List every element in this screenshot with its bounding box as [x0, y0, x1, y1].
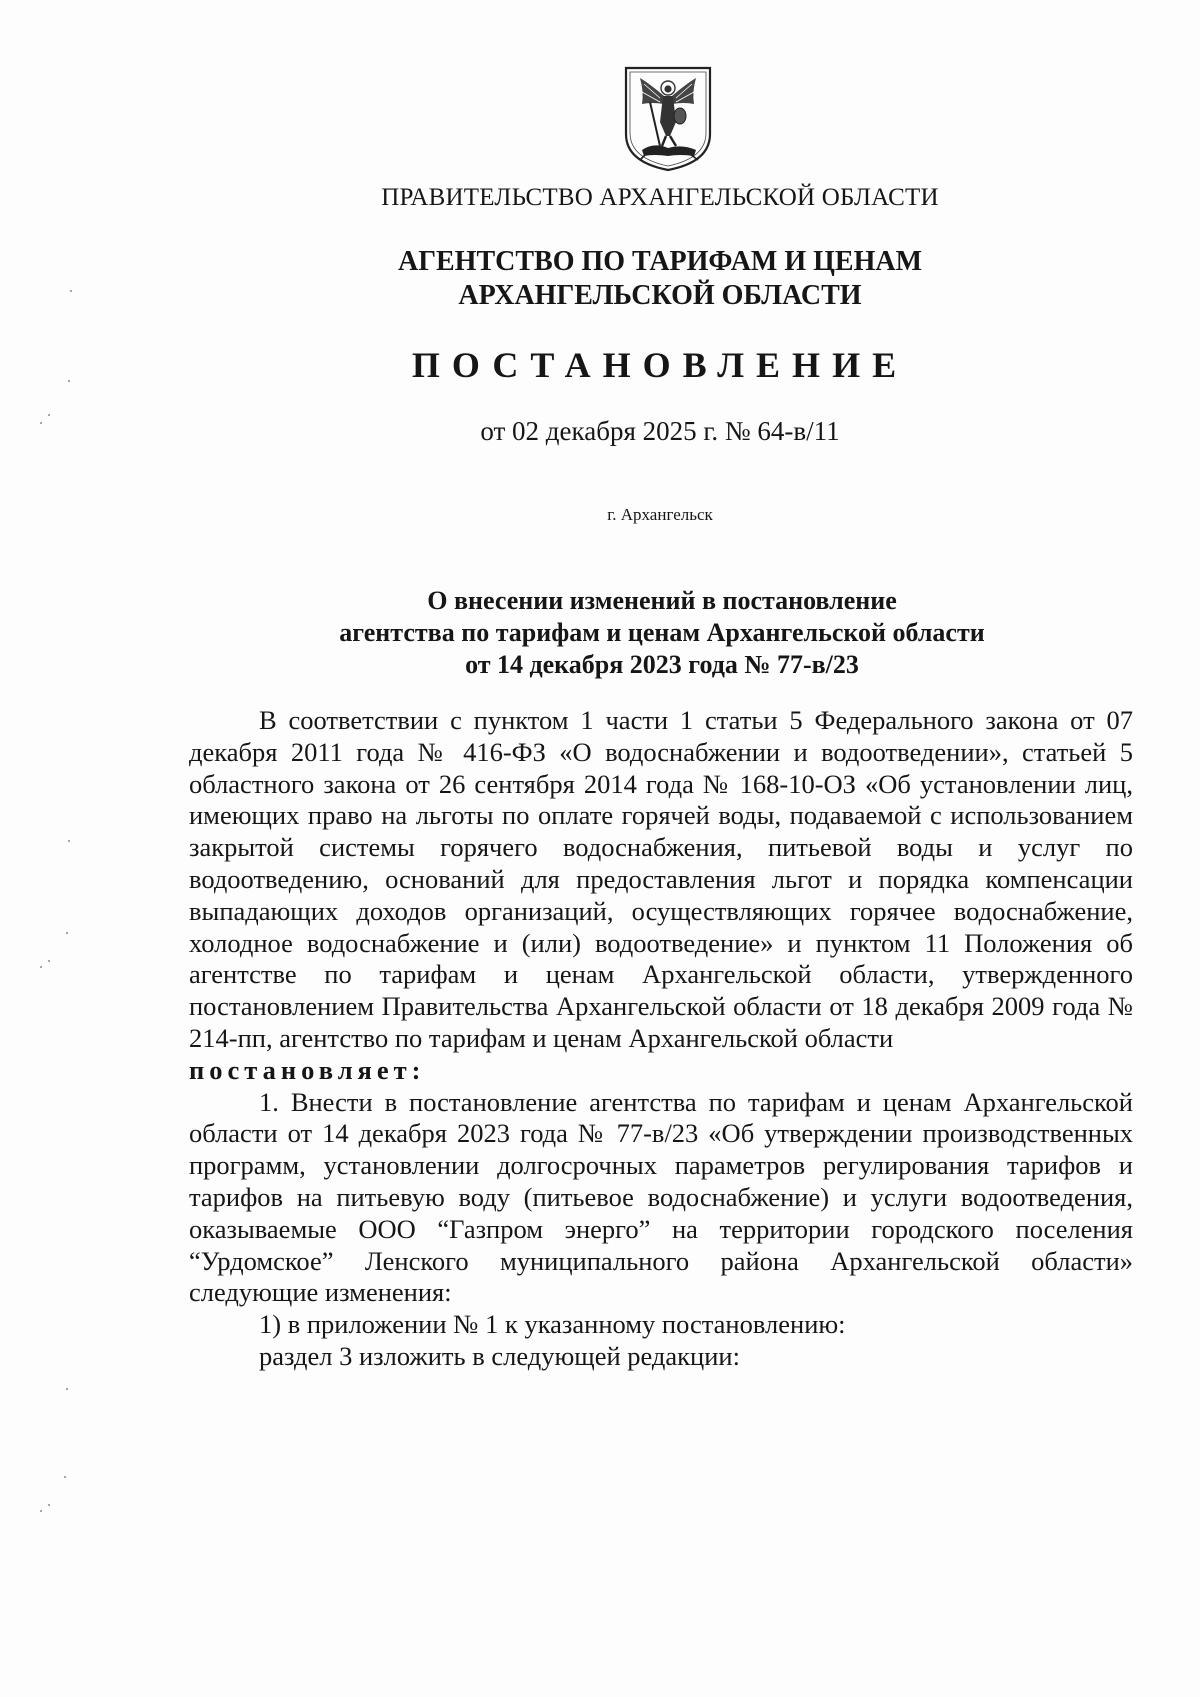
scan-speck: [66, 932, 68, 934]
scan-speck: [40, 1510, 42, 1512]
document-type: ПОСТАНОВЛЕНИЕ: [411, 345, 909, 385]
arkhangelsk-coat-of-arms-icon: [620, 62, 716, 174]
scan-speck: [48, 960, 50, 962]
scan-speck: [40, 966, 42, 968]
agency-name-line-1: АГЕНТСТВО ПО ТАРИФАМ И ЦЕНАМ: [397, 246, 923, 277]
document-city: г. Архангельск: [607, 505, 713, 524]
item-1-paragraph: 1. Внести в постановление агентства по тарифам и ценам Архангельской области от 14 декабря 2023 года № 77-в/23 «Об утверждении производственных программ, установлении долгосрочных параметров регулирования тарифов и тарифов на питьевую воду (питьевое водоснабжение) и услуги водоотведения, оказываемые ООО “Газпром энерго” на территории городского поселения “Урдомское” Ленского муниципального района Архангельской области» следующие изменения:: [189, 1086, 1133, 1308]
resolve-word-text: постановляет:: [189, 1054, 426, 1085]
document-title-line-3: от 14 декабря 2023 года № 77-в/23: [465, 650, 859, 679]
document-title-line-1: О внесении изменений в постановление: [427, 586, 897, 615]
scan-speck: [40, 422, 42, 424]
scan-speck: [68, 380, 70, 382]
government-name: ПРАВИТЕЛЬСТВО АРХАНГЕЛЬСКОЙ ОБЛАСТИ: [381, 184, 939, 211]
agency-name: [60, 245, 1200, 313]
preamble-paragraph: В соответствии с пунктом 1 части 1 статьи 5 Федерального закона от 07 декабря 2011 года № 416-ФЗ «О водоснабжении и водоотведении», статьей 5 областного закона от 26 сентября 2014 года № 168-10-ОЗ «Об установлении лиц, имеющих право на льготы по оплате горячей воды, подаваемой с использованием закрытой системы горячего водоснабжения, питьевой воды и услуг по водоотведению, оснований для предоставления льгот и порядка компенсации выпадающих доходов организаций, осуществляющих горячее водоснабжение, холодное водоснабжение и (или) водоотведение» и пунктом 11 Положения об агентстве по тарифам и ценам Архангельской области, утвержденного постановлением Правительства Архангельской области от 18 декабря 2009 года № 214-пп, агентство по тарифам и ценам Архангельской области: [189, 705, 1133, 1053]
resolve-word: [189, 1055, 1133, 1087]
scan-speck: [48, 1504, 50, 1506]
document-title: [62, 585, 1200, 681]
scan-speck: [48, 414, 50, 416]
agency-name-line-2: АРХАНГЕЛЬСКОЙ ОБЛАСТИ: [458, 280, 862, 311]
scan-speck: [70, 290, 72, 292]
document-date-number: от 02 декабря 2025 г. № 64-в/11: [480, 416, 840, 446]
scan-speck: [66, 1388, 68, 1390]
document-title-line-2: агентства по тарифам и ценам Архангельской области: [339, 618, 985, 647]
subitem-1-line: 1) в приложении № 1 к указанному постановлению:: [259, 1309, 846, 1340]
subitem-1-text-line: раздел 3 изложить в следующей редакции:: [259, 1340, 740, 1371]
document-body: [189, 705, 1133, 1373]
scan-speck: [64, 1476, 66, 1478]
scan-speck: [68, 840, 70, 842]
